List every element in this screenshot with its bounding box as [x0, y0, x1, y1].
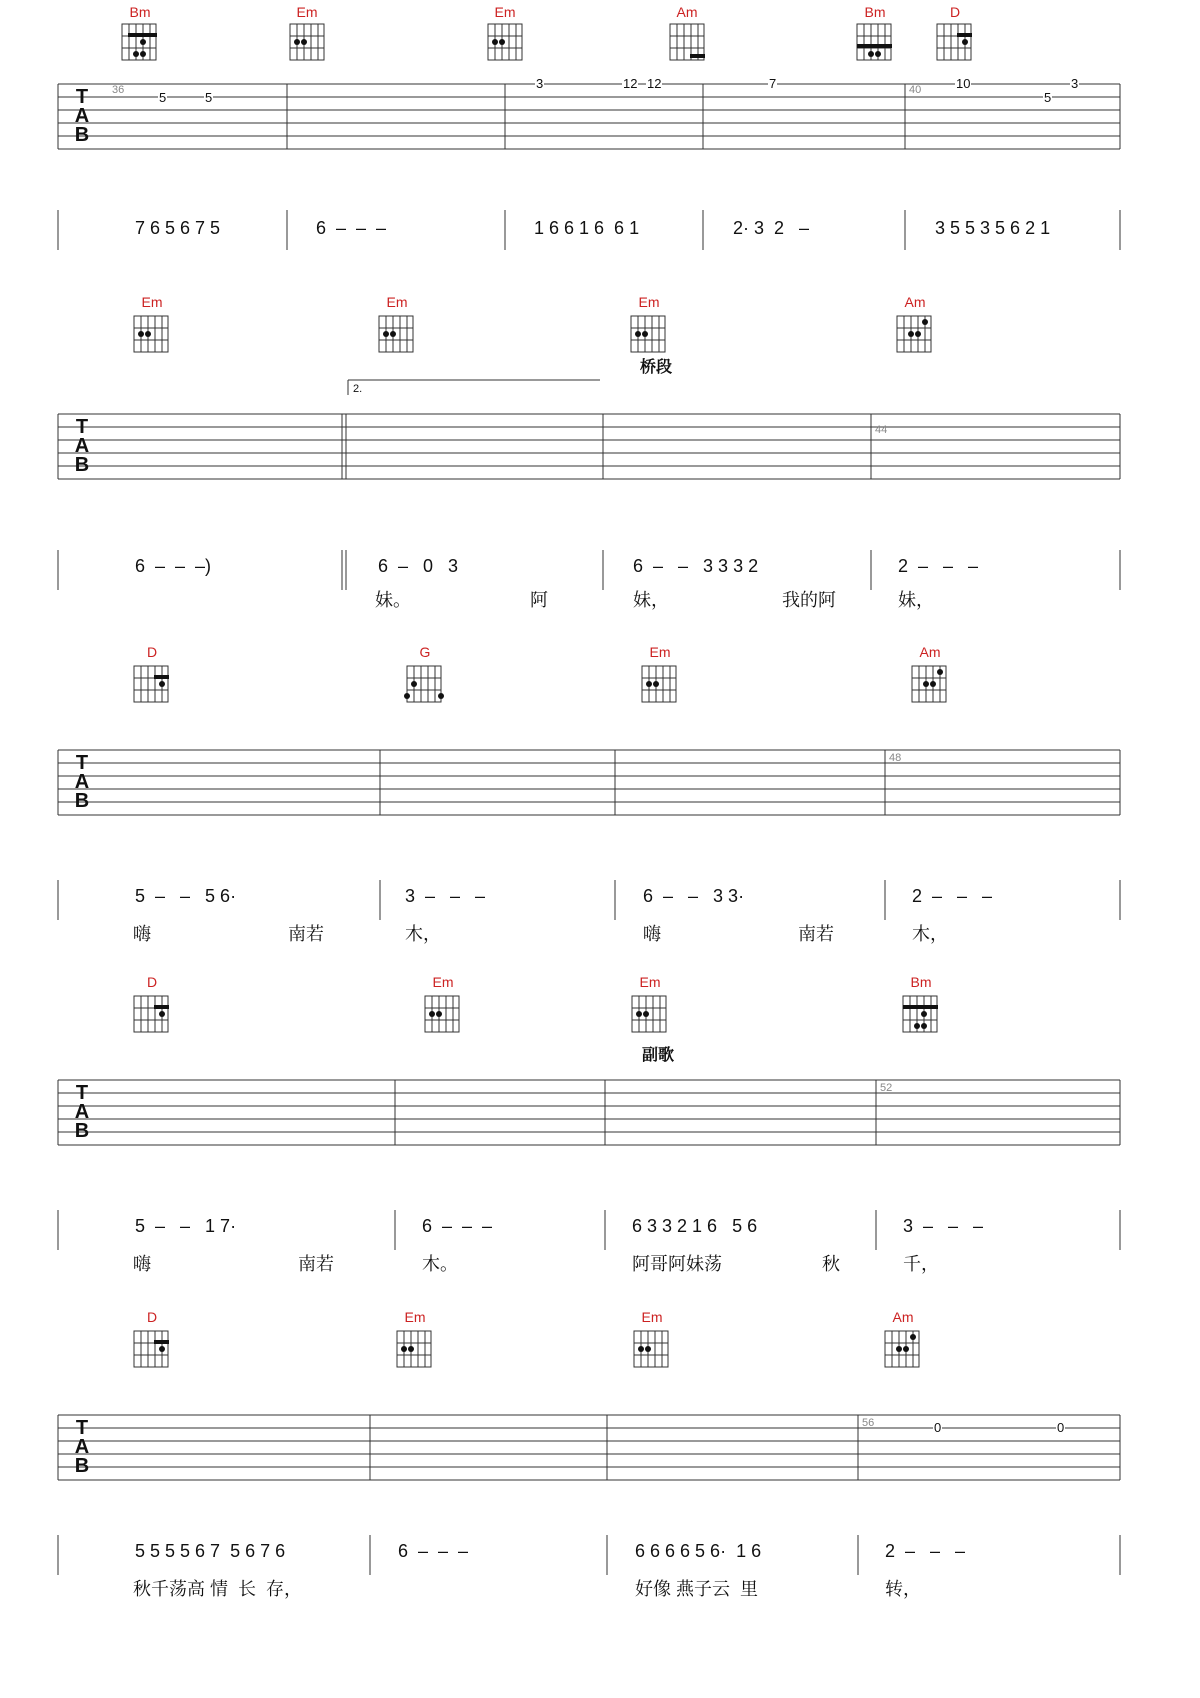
fret-number: 5 [205, 90, 213, 105]
tab-clef: T A B [74, 86, 90, 146]
measure-number: 52 [880, 1082, 893, 1094]
measure-number: 56 [862, 1417, 875, 1429]
lyric: 嗨 [643, 924, 661, 944]
system-5 [0, 1305, 1200, 1605]
jianpu-measure: 3 5 5 3 5 6 2 1 [935, 218, 1051, 238]
chord-name: Em [404, 1309, 426, 1325]
chord-name: Em [649, 644, 671, 660]
lyric: 南若 [298, 1254, 334, 1274]
jianpu-measure: 6 – – – [422, 1216, 493, 1236]
jianpu-measure: 6 – – 3 3 3 2 [633, 556, 759, 576]
lyric: 木， [405, 924, 441, 944]
system-2 [0, 290, 1200, 610]
lyric: 转， [885, 1579, 921, 1599]
lyric: 妹， [633, 590, 669, 610]
section-label: 桥段 [640, 359, 673, 376]
chord-name: Am [904, 294, 926, 310]
jianpu-measure: 5 5 5 5 6 7 5 6 7 6 [135, 1541, 286, 1561]
jianpu-measure: 6 – – –) [135, 556, 212, 576]
fret-number: 10 [956, 76, 971, 91]
jianpu-measure: 6 6 6 6 5 6· 1 6 [635, 1541, 762, 1561]
tab-staff [0, 290, 1200, 590]
chord-name: Am [892, 1309, 914, 1325]
lyric: 木， [912, 924, 948, 944]
chord-name: G [419, 644, 431, 660]
tab-clef: T A B [74, 416, 90, 476]
jianpu-measure: 6 – 0 3 [378, 556, 459, 576]
lyric: 我的阿 [782, 590, 836, 610]
lyric: 阿 [530, 590, 548, 610]
fret-number: 7 [769, 76, 777, 91]
fret-number: 12 [647, 76, 662, 91]
chord-name: Em [494, 4, 516, 20]
fret-number: 3 [1071, 76, 1079, 91]
fret-number: 5 [1044, 90, 1052, 105]
jianpu-measure: 1 6 6 1 6 6 1 [534, 218, 640, 238]
volta-bracket: 2. [353, 383, 363, 395]
jianpu-measure: 2 – – – [885, 1541, 966, 1561]
chord-name: Bm [864, 4, 886, 20]
chord-name: Am [919, 644, 941, 660]
chord-name: Em [638, 294, 660, 310]
jianpu-measure: 6 – – 3 3· [643, 886, 745, 906]
chord-name: Em [639, 974, 661, 990]
chord-name: D [146, 974, 158, 990]
jianpu-measure: 2 – – – [898, 556, 979, 576]
jianpu-measure: 3 – – – [405, 886, 486, 906]
fret-number: 3 [536, 76, 544, 91]
lyric: 好像 燕子云 里 [635, 1579, 759, 1599]
chord-name: Bm [910, 974, 932, 990]
lyric: 阿哥阿妹荡 [632, 1254, 722, 1274]
lyric: 妹， [898, 590, 934, 610]
fret-number: 0 [934, 1420, 942, 1435]
measure-number: 44 [875, 424, 888, 436]
fret-number: 5 [159, 90, 167, 105]
tab-clef: T A B [74, 1417, 90, 1477]
jianpu-measure: 5 – – 5 6· [135, 886, 237, 906]
fret-number: 12 [623, 76, 638, 91]
chord-name: D [949, 4, 961, 20]
system-4 [0, 970, 1200, 1274]
lyric: 千， [903, 1254, 939, 1274]
system-1 [0, 0, 1200, 300]
chord-name: Em [141, 294, 163, 310]
lyric: 南若 [288, 924, 324, 944]
jianpu-measure: 3 – – – [903, 1216, 984, 1236]
chord-name: D [146, 644, 158, 660]
lyric: 秋千荡高 情 长 存， [133, 1579, 303, 1599]
lyric: 木。 [422, 1254, 458, 1274]
chord-name: D [146, 1309, 158, 1325]
jianpu-measure: 6 – – – [316, 218, 387, 238]
fret-number: 0 [1057, 1420, 1065, 1435]
jianpu-measure: 7 6 5 6 7 5 [135, 218, 221, 238]
tab-clef: T A B [74, 1082, 90, 1142]
lyric: 嗨 [133, 924, 151, 944]
chord-name: Am [676, 4, 698, 20]
tab-staff [0, 0, 1200, 300]
lyric: 妹。 [375, 590, 411, 610]
jianpu-measure: 5 – – 1 7· [135, 1216, 237, 1236]
lyric: 嗨 [133, 1254, 151, 1274]
measure-number: 36 [112, 84, 125, 96]
lyric: 南若 [798, 924, 834, 944]
chord-name: Em [296, 4, 318, 20]
measure-number: 48 [889, 752, 902, 764]
chord-name: Em [641, 1309, 663, 1325]
lyric: 秋 [822, 1254, 840, 1274]
chord-name: Em [432, 974, 454, 990]
section-label: 副歌 [642, 1047, 675, 1064]
tab-clef: T A B [74, 752, 90, 812]
system-3 [0, 640, 1200, 944]
chord-name: Em [386, 294, 408, 310]
jianpu-measure: 6 3 3 2 1 6 5 6 [632, 1216, 758, 1236]
jianpu-measure: 2· 3 2 – [733, 218, 810, 238]
chord-name: Bm [129, 4, 151, 20]
jianpu-measure: 2 – – – [912, 886, 993, 906]
jianpu-measure: 6 – – – [398, 1541, 469, 1561]
measure-number: 40 [909, 84, 922, 96]
